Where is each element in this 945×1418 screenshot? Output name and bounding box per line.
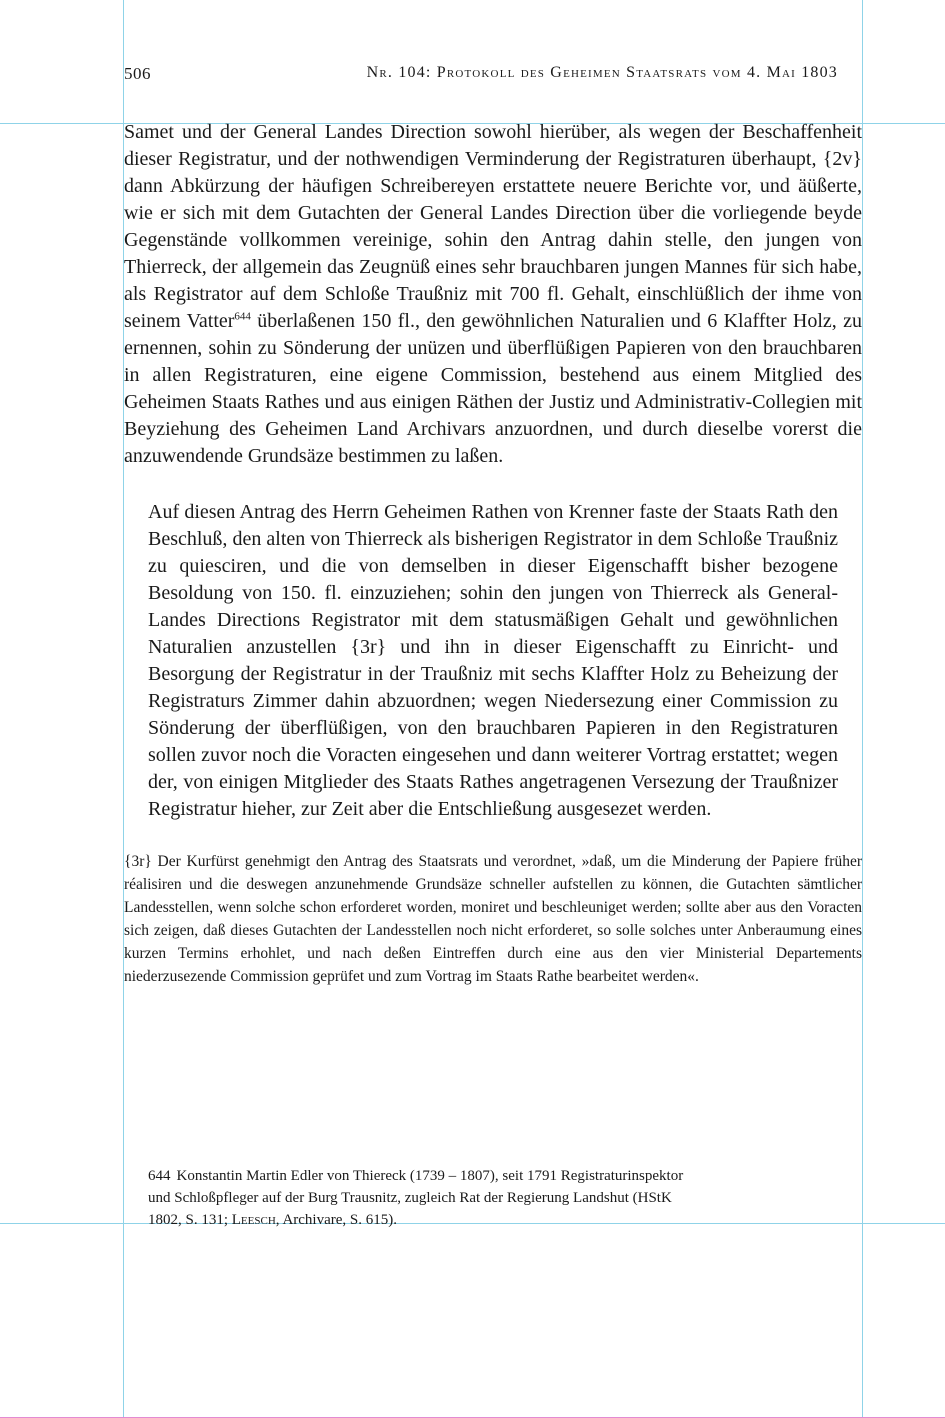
- running-title: Nr. 104: Protokoll des Geheimen Staatsrats vom 4. Mai 1803: [366, 64, 838, 81]
- paragraph-text-part-1: Samet und der General Landes Direction sowohl hierüber, als wegen der Beschaffenheit dieser Registratur, und der nothwendigen Verminderung der Registraturen überhaupt, {2v} dann Abkürzung der häufigen Schreibereyen erstattete neuere Berichte vor, und äüßerte, wie er sich mit dem Gutachten der General Landes Direction über die vorliegende beyde Gegenstände vollkommen vereinige, sohin den Antrag dahin stelle, den jungen von Thierreck, der allgemein das Zeugnüß eines sehr brauchbaren jungen Mannes für sich habe, als Registrator auf dem Schloße Traußniz mit 700 fl. Gehalt, einschlüßlich der ihme von seinem Vatter: [124, 121, 862, 332]
- paragraph-text-part-2: überlaßenen 150 fl., den gewöhnlichen Naturalien und 6 Klaffter Holz, zu ernennen, sohin zu Sönderung der unüzen und überflüßigen Papieren von den brauchbaren in allen Registraturen, eine eigene Commission, bestehend aus einem Mitglied des Geheimen Staats Rathes und aus einigen Räthen der Justiz und Administrativ-Collegien mit Beyziehung des Geheimen Land Archivars anzuordnen, und durch dieselbe vorerst die anzuwendende Grundsäze bestimmen zu laßen.: [124, 310, 862, 467]
- footnote: [148, 1165, 708, 1231]
- footnote-text-part-2: , Archivare, S. 615).: [275, 1212, 397, 1228]
- council-resolution: Auf diesen Antrag des Herrn Geheimen Rathen von Krenner faste der Staats Rath den Beschluß, den alten von Thierreck als bisherigen Registrator in dem Schloße Traußniz zu quiesciren, und die von demselben in dieser Eigenschafft bisher bezogene Besoldung von 150. fl. einzuziehen; sohin den jungen von Thierreck als General-Landes Directions Registrator mit dem statusmäßigen Gehalt und gewöhnlichen Naturalien anzustellen {3r} und ihn in dieser Eigenschafft zu Einricht- und Besorgung der Registratur in der Traußniz mit sechs Klaffter Holz zu Beheizung der Registraturs Zimmer dahin abzuordnen; wegen Niedersezung einer Commission zu Sönderung der überflüßigen, von den brauchbaren Papieren in den Registraturen sollen zuvor noch die Voracten eingesehen und dann weiterer Vortrag erstattet; wegen der, von einigen Mitglieder des Staats Rathes angetragenen Versezung der Traußnizer Registratur hieher, zur Zeit aber die Entschließung ausgesezet werden.: [148, 501, 838, 820]
- running-header: [124, 64, 838, 90]
- footnote-number: 644: [148, 1168, 171, 1184]
- right-margin-guide: [862, 0, 863, 1418]
- footnote-author-name: Leesch: [231, 1212, 276, 1228]
- protocol-paragraph: [124, 119, 862, 470]
- elector-decision-note: {3r} Der Kurfürst genehmigt den Antrag des Staatsrats und verordnet, »daß, um die Minderung der Papiere früher réalisiren und die deswegen anzunehmende Grundsäze schneller aufstellen zu können, die Gutachten sämtlicher Landesstellen, wenn solche schon erforderet worden, moniret und beschleuniget werden; sollte aber aus den Voracten sich zeigen, daß dieses Gutachten der Landesstellen noch nicht erforderet, so solle solches unter Anberaumung eines kurzen Termins erhohlet, und nach deßen Eintreffen durch eine aus den vier Ministerial Departements niederzusezende Commission geprüfet und zum Vortrag im Staats Rathe bearbeitet werden«.: [124, 853, 862, 985]
- footnote-reference[interactable]: 644: [234, 310, 251, 323]
- footnote-text-part-1: Konstantin Martin Edler von Thiereck (1739 – 1807), seit 1791 Registraturinspektor und Schloßpfleger auf der Burg Trausnitz, zugleich Rat der Regierung Landshut (HStK 1802, S. 131;: [148, 1168, 684, 1228]
- page-number: 506: [124, 64, 151, 83]
